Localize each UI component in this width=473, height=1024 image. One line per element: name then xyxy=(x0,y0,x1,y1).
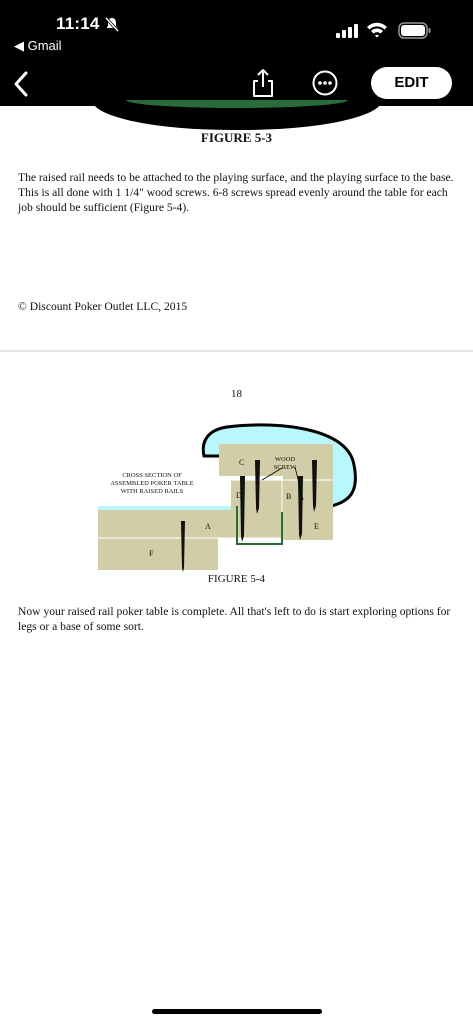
wood-screw-label-1: WOOD xyxy=(274,456,296,463)
figure-5-3-table-image xyxy=(92,100,382,130)
bell-slash-icon xyxy=(104,16,120,32)
figure-5-3-caption: FIGURE 5-3 xyxy=(200,130,273,145)
wifi-icon xyxy=(366,22,388,38)
part-label-c: C xyxy=(239,458,245,467)
home-indicator[interactable] xyxy=(152,1009,322,1014)
cross-section-label-2: ASSEMBLED POKER TABLE xyxy=(110,480,194,487)
figure-5-4-caption: FIGURE 5-4 xyxy=(207,573,266,585)
part-e-block xyxy=(282,510,333,540)
cross-section-label-1: CROSS SECTION OF xyxy=(122,472,182,479)
back-to-gmail-link[interactable]: ◀ Gmail xyxy=(14,38,62,53)
felt-surface xyxy=(126,100,348,108)
part-label-e: E xyxy=(314,522,319,531)
part-label-f: F xyxy=(149,549,154,558)
top-bar xyxy=(0,0,473,106)
paragraph-complete: Now your raised rail poker table is complete. All that's left to do is start exploring options for legs or a base of some sort. xyxy=(18,605,451,633)
copyright-text: © Discount Poker Outlet LLC, 2015 xyxy=(18,300,188,313)
back-chevron-icon[interactable] xyxy=(12,70,30,98)
part-label-b: B xyxy=(286,492,292,501)
page-number: 18 xyxy=(231,388,242,400)
part-label-d: D xyxy=(236,491,242,500)
page-divider xyxy=(0,350,473,352)
cross-section-label-3: WITH RAISED RAILS xyxy=(120,488,184,495)
part-a-board xyxy=(98,510,282,538)
paragraph-screws: The raised rail needs to be attached to the playing surface, and the playing surface to the base. This is all done with 1 1/4" wood screws. 6-8 screws spread evenly around the table for each job should be sufficient (Figure 5-4). xyxy=(18,171,454,214)
more-options-icon[interactable] xyxy=(312,70,338,96)
figure-5-4-cross-section-diagram xyxy=(92,420,362,572)
wood-screw-label-2: SCREW xyxy=(273,464,297,471)
cellular-signal-icon xyxy=(336,24,360,38)
status-time: 11:14 xyxy=(56,14,100,33)
edit-button[interactable]: EDIT xyxy=(371,67,452,99)
battery-icon xyxy=(398,22,432,39)
share-icon[interactable] xyxy=(250,68,276,98)
part-label-a: A xyxy=(205,522,211,531)
part-f-board xyxy=(98,538,218,570)
